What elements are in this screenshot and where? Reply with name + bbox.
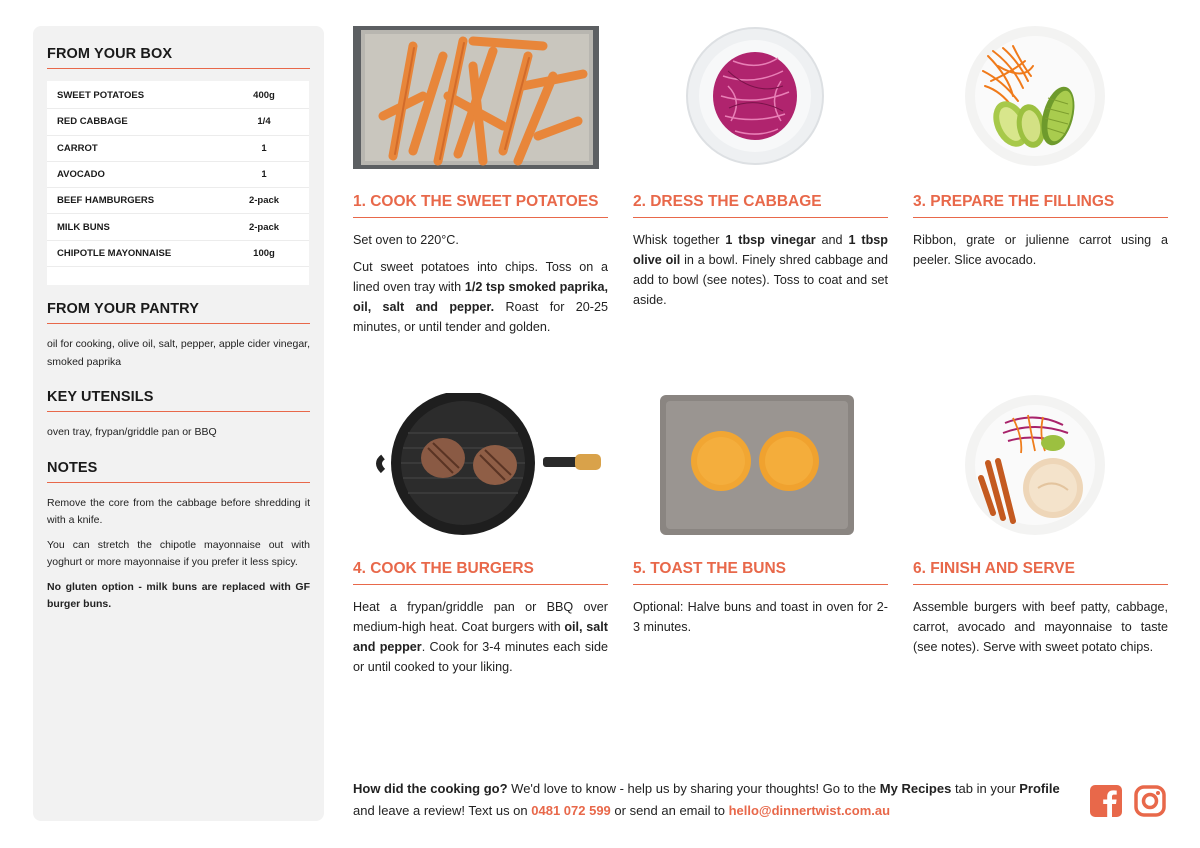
ingredient-qty: 2-pack [248, 195, 280, 207]
step-2-text [633, 230, 888, 310]
step-2-instructions [633, 230, 888, 310]
buns-tray-photo [633, 393, 888, 538]
table-row [47, 109, 309, 135]
note-gluten-free: No gluten option - milk buns are replaced with GF burger buns. [47, 580, 310, 611]
text-segment: Cut sweet potatoes into chips. Toss on a lined oven tray with [353, 260, 608, 294]
step-5 [633, 393, 888, 644]
step-2-title: 2. DRESS THE CABBAGE [633, 193, 888, 218]
step-2 [633, 26, 888, 317]
ingredient-name: SWEET POTATOES [57, 90, 145, 102]
sweet-potatoes-photo [353, 26, 608, 171]
text-bold: oil, salt and pepper [353, 620, 609, 654]
step-4 [353, 393, 608, 684]
step-4-title: 4. COOK THE BURGERS [353, 560, 608, 585]
text-segment: in a bowl. Finely shred cabbage and add to bowl (see notes). Toss to coat and set aside. [633, 253, 888, 307]
ingredient-name: CHIPOTLE MAYONNAISE [57, 247, 172, 259]
ingredient-qty: 1 [261, 169, 267, 181]
text-segment: and leave a review! Text us on [353, 803, 532, 818]
ingredient-qty: 400g [253, 90, 275, 102]
ingredient-name: CARROT [57, 142, 98, 154]
instagram-icon[interactable] [1134, 785, 1166, 817]
text-bold: 1 tbsp olive oil [633, 233, 888, 267]
table-row [47, 188, 309, 214]
step-1-text [353, 230, 608, 337]
text-segment: We'd love to know - help us by sharing your thoughts! Go to the [507, 781, 880, 796]
ingredient-qty: 1/4 [257, 116, 271, 128]
ingredients-sidebar [33, 26, 324, 821]
from-box-heading: FROM YOUR BOX [47, 46, 310, 69]
step-5-text [633, 597, 888, 637]
step-6-text [913, 597, 1168, 657]
facebook-icon[interactable] [1090, 785, 1122, 817]
ingredient-name: BEEF HAMBURGERS [57, 195, 155, 207]
text-bold: 1/2 tsp smoked paprika, oil, salt and pepper. [353, 280, 608, 314]
ingredient-qty: 100g [253, 247, 275, 259]
profile-link[interactable]: Profile [1019, 781, 1060, 796]
table-row [47, 136, 309, 162]
step-5-title: 5. TOAST THE BUNS [633, 560, 888, 585]
text-segment: tab in your [951, 781, 1020, 796]
utensils-heading: KEY UTENSILS [47, 389, 310, 412]
text-bold: 1 tbsp vinegar [725, 233, 816, 247]
text-segment: . Cook for 3-4 minutes each side or until cooked to your liking. [353, 640, 608, 674]
step-5-instructions: Optional: Halve buns and toast in oven for 2-3 minutes. [633, 600, 888, 634]
step-1 [353, 26, 608, 344]
finished-burger-photo [913, 393, 1168, 538]
box-ingredients-table [47, 81, 309, 285]
utensils-text: oven tray, frypan/griddle pan or BBQ [47, 426, 217, 439]
step-3-text [913, 230, 1168, 270]
notes-heading: NOTES [47, 460, 310, 483]
step-3-instructions: Ribbon, grate or julienne carrot using a peeler. Slice avocado. [913, 233, 1168, 267]
my-recipes-link[interactable]: My Recipes [879, 781, 952, 796]
step-6-instructions: Assemble burgers with beef patty, cabbage, carrot, avocado and mayonnaise to taste (see notes). Serve with sweet potato chips. [913, 600, 1168, 654]
ingredient-name: MILK BUNS [57, 221, 110, 233]
text-segment: Whisk together [633, 233, 726, 247]
step-1-title: 1. COOK THE SWEET POTATOES [353, 193, 608, 218]
table-row [47, 162, 309, 188]
note-paragraph: You can stretch the chipotle mayonnaise out with yoghurt or more mayonnaise if you prefer it less spicy. [47, 538, 310, 569]
text-segment: Roast for 20-25 minutes, or until tender and golden. [353, 300, 608, 334]
phone-link[interactable]: 0481 072 599 [531, 803, 611, 818]
ingredient-qty: 1 [261, 142, 267, 154]
text-segment: Heat a frypan/griddle pan or BBQ over medium-high heat. Coat burgers with [353, 600, 608, 634]
ingredient-qty: 2-pack [248, 221, 280, 233]
table-row [47, 83, 309, 109]
table-row [47, 214, 309, 240]
step-1-oven: Set oven to 220°C. [353, 233, 459, 247]
step-4-text [353, 597, 608, 677]
table-row [47, 241, 309, 267]
ingredient-name: AVOCADO [57, 169, 105, 181]
cabbage-photo [633, 26, 888, 171]
pantry-text: oil for cooking, olive oil, salt, pepper, apple cider vinegar, smoked paprika [47, 338, 310, 368]
step-1-instructions [353, 257, 608, 337]
burgers-pan-photo [353, 393, 608, 538]
feedback-footer [353, 778, 1073, 822]
pantry-heading: FROM YOUR PANTRY [47, 301, 310, 324]
ingredient-name: RED CABBAGE [57, 116, 128, 128]
step-6-title: 6. FINISH AND SERVE [913, 560, 1168, 585]
text-segment: or send an email to [610, 803, 729, 818]
feedback-question: How did the cooking go? [353, 781, 508, 796]
text-segment: and [815, 233, 849, 247]
email-link[interactable]: hello@dinnertwist.com.au [728, 803, 891, 818]
step-6 [913, 393, 1168, 664]
step-3 [913, 26, 1168, 277]
step-3-title: 3. PREPARE THE FILLINGS [913, 193, 1168, 218]
step-4-instructions [353, 597, 608, 677]
note-paragraph: Remove the core from the cabbage before shredding it with a knife. [47, 496, 310, 527]
fillings-photo [913, 26, 1168, 171]
